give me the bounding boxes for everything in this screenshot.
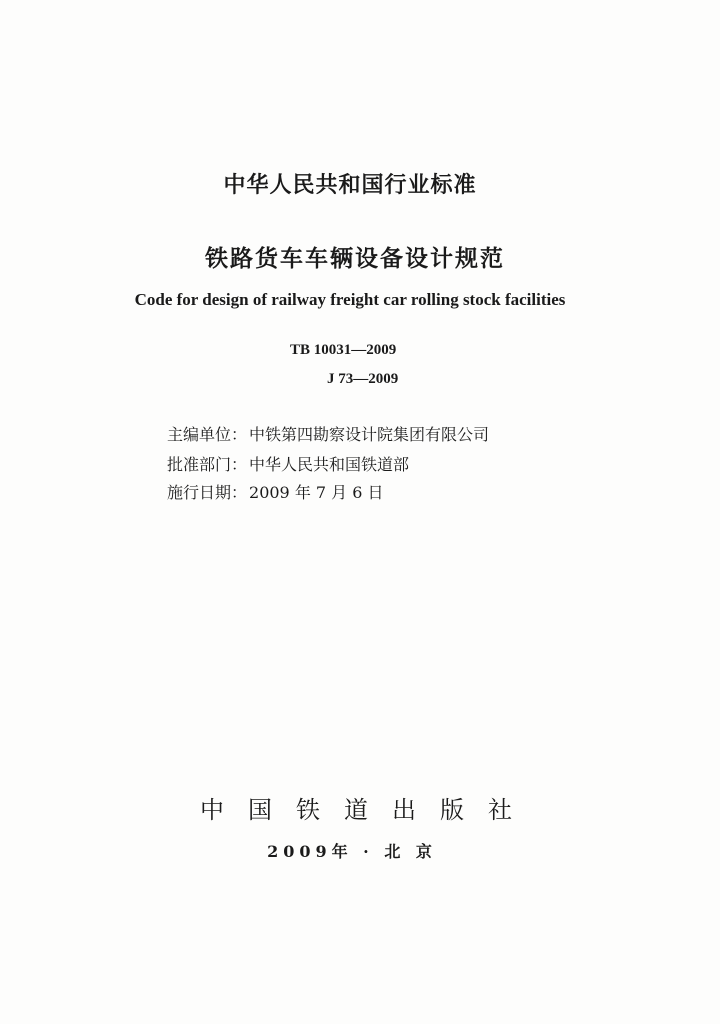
publisher-name: 中国铁道出版社 bbox=[200, 796, 536, 824]
meta-row-effective-date bbox=[167, 480, 384, 503]
meta-label: 主编单位： bbox=[167, 425, 248, 444]
meta-row-editor bbox=[167, 422, 489, 445]
english-title: Code for design of railway freight car rolling stock facilities bbox=[134, 290, 566, 309]
j-code: J 73—2009 bbox=[327, 371, 399, 387]
tb-code: TB 10031—2009 bbox=[290, 342, 397, 358]
standard-series-heading: 中华人民共和国行业标准 bbox=[223, 173, 477, 198]
meta-row-approver bbox=[167, 452, 409, 475]
publication-place-date: 2009年 · 北 京 bbox=[267, 842, 437, 861]
meta-label: 批准部门： bbox=[167, 455, 248, 474]
meta-value: 中铁第四勘察设计院集团有限公司 bbox=[249, 425, 490, 444]
meta-value: 中华人民共和国铁道部 bbox=[249, 455, 410, 474]
meta-value: 2009 年 7 月 6 日 bbox=[249, 483, 384, 502]
chinese-title: 铁路货车车辆设备设计规范 bbox=[205, 246, 505, 272]
meta-label: 施行日期： bbox=[167, 483, 248, 502]
